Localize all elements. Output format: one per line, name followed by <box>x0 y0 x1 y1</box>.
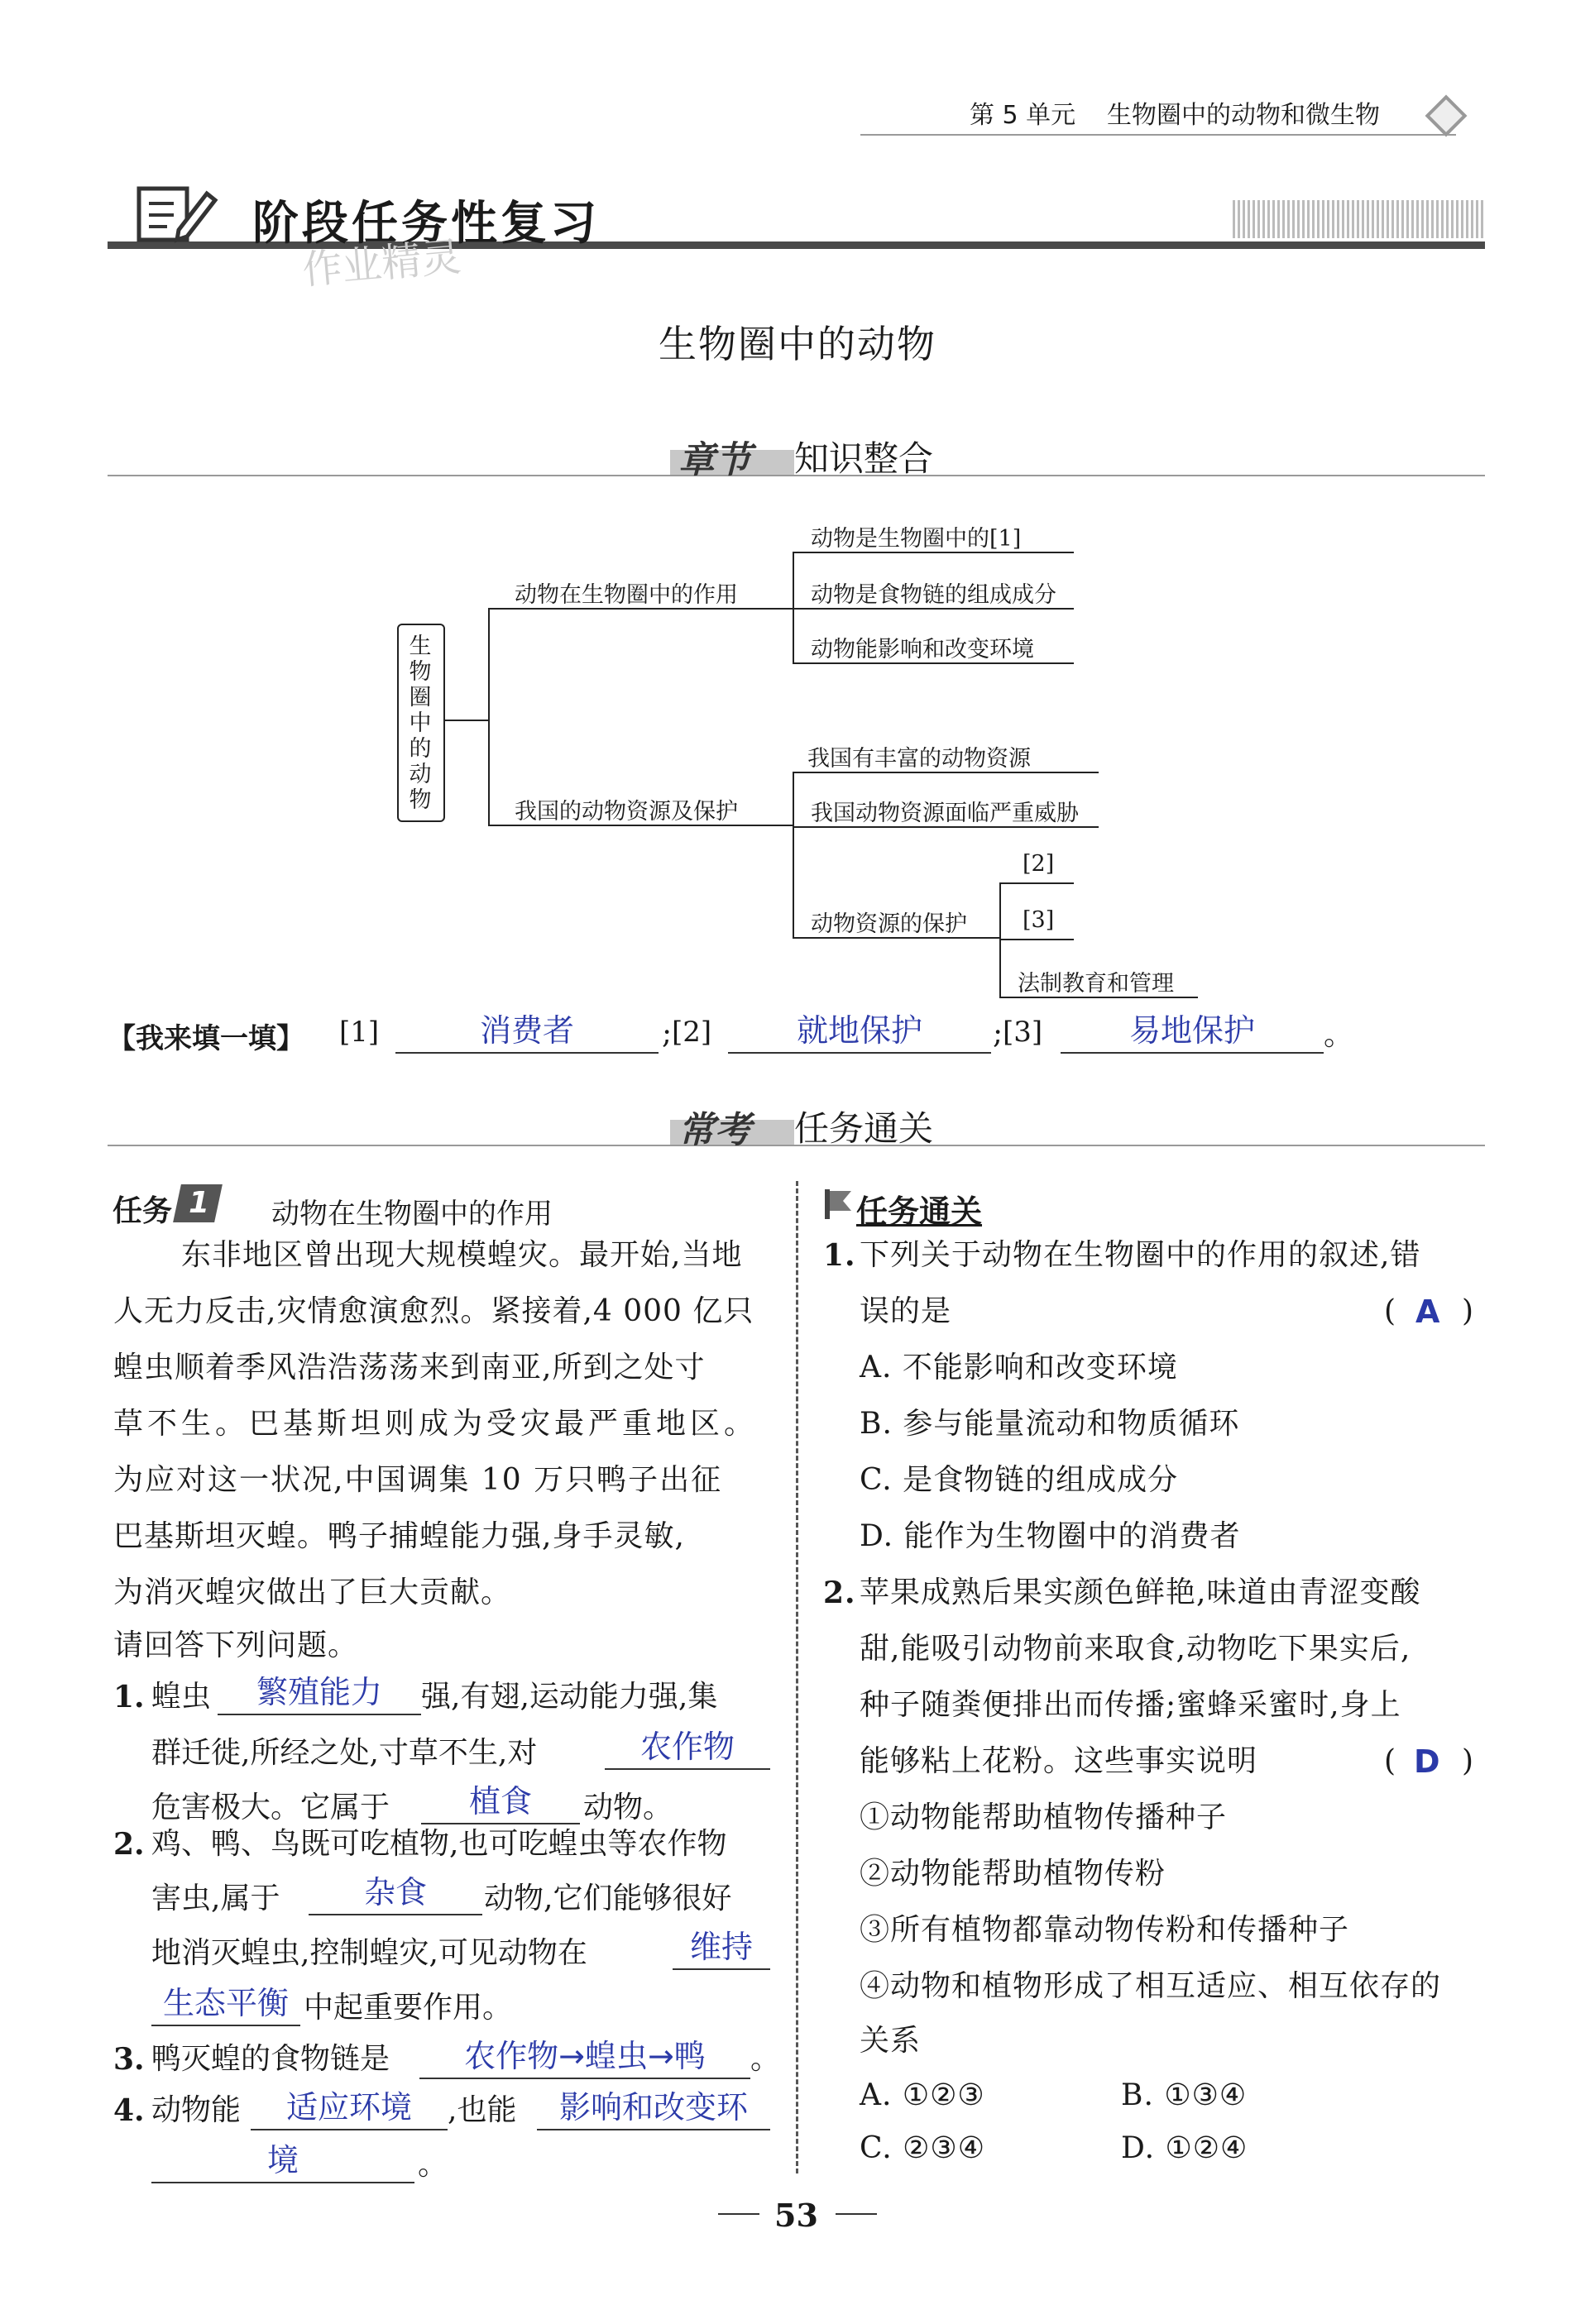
tg-q2-statement: ③所有植物都靠动物传粉和传播种子 <box>860 1913 1350 1947</box>
tree-b1-item-3: 动物能影响和改变环境 <box>811 637 1034 662</box>
concept-tree <box>0 0 1595 1009</box>
tg-q2-option-a[interactable]: A. ①②③ <box>860 2078 985 2112</box>
column-divider <box>796 1181 798 2173</box>
chapter-title: 知识整合 <box>794 438 934 479</box>
task-q3: 3. 鸭灭蝗的食物链是 农作物→蝗虫→鸭 。 <box>113 2035 775 2084</box>
changkao-tag: 常考 <box>678 1109 751 1151</box>
task-q2: 2. 鸡、鸭、鸟既可吃植物,也可吃蝗虫等农作物 害虫,属于 杂食 动物,它们能够很好 地消灭蝗虫,控制蝗灾,可见动物在 维持 生态平衡 中起重要作用。 <box>113 1824 775 2031</box>
q2-blank-1[interactable]: 杂食 <box>309 1871 482 1915</box>
tree-sub-item-1: [2] <box>1023 851 1055 877</box>
tg-q2-statement: ①动物能帮助植物传播种子 <box>860 1800 1228 1834</box>
flag-icon <box>823 1188 853 1221</box>
header-unit-title: 生物圈中的动物和微生物 <box>1107 101 1380 130</box>
tree-root-label: 生物圈中的动物 <box>409 634 432 813</box>
tongguan-header <box>823 1181 1071 1230</box>
tg-q1-bracket-left: ( <box>1384 1294 1397 1328</box>
fill-label: 【我来填一填】 <box>108 1022 304 1055</box>
task-q1: 1. 蝗虫 繁殖能力 强,有翅,运动能力强,集 群迁徙,所经之处,寸草不生,对 农作物 危害极大。它属于 植食 动物。 <box>113 1671 775 1853</box>
changkao-title: 任务通关 <box>794 1108 934 1149</box>
fill-marker-3: [3] <box>1003 1016 1043 1049</box>
task-q4: 4. 动物能 适应环境 ,也能 影响和改变环 境 。 <box>113 2086 775 2192</box>
task-number: 1 <box>189 1186 210 1220</box>
changkao-header <box>108 1097 1485 1151</box>
q2-blank-2[interactable]: 维持 <box>673 1925 770 1970</box>
tree-sub-item-2: [3] <box>1023 907 1055 933</box>
tree-b2-sub: 动物资源的保护 <box>811 911 967 937</box>
fill-marker-2: [2] <box>672 1016 712 1049</box>
q1-blank-1[interactable]: 繁殖能力 <box>218 1671 421 1715</box>
tree-b2-item-2: 我国动物资源面临严重威胁 <box>811 801 1079 826</box>
watermark: 作业精灵 <box>300 233 463 294</box>
tg-q2-statement: ④动物和植物形成了相互适应、相互依存的 <box>860 1969 1442 2003</box>
tg-q2-option-c[interactable]: C. ②③④ <box>860 2131 985 2165</box>
header-unit: 第 5 单元 <box>970 101 1076 130</box>
q4-blank-2[interactable]: 影响和改变环 <box>537 2086 770 2130</box>
tg-q2-answer[interactable]: D <box>1414 1743 1441 1780</box>
task-label: 任务 <box>113 1194 173 1228</box>
tg-q1-bracket-right: ) <box>1462 1294 1475 1328</box>
tree-b2-item-1: 我国有丰富的动物资源 <box>807 746 1031 772</box>
passage-line: 巴基斯坦灭蝗。鸭子捕蝗能力强,身手灵敏, <box>113 1519 685 1553</box>
tree-b1-item-1: 动物是生物圈中的[1] <box>811 526 1022 552</box>
passage-line: 为消灭蝗灾做出了巨大贡献。 <box>113 1576 512 1609</box>
tg-q1: 1. 下列关于动物在生物圈中的作用的叙述,错 误的是 ( A ) A. 不能影响和改变环境 B. 参与能量流动和物质循环 C. 是食物链的组成成分 D. 能作为生物圈中的消费者 <box>823 1238 1475 1553</box>
tg-q2: 2. 苹果成熟后果实颜色鲜艳,味道由青涩变酸 甜,能吸引动物前来取食,动物吃下果实后, 种子随粪便排出而传播;蜜蜂采蜜时,身上 能够粘上花粉。这些事实说明 ( D ) ①动物能帮助植物传播种子 ②动物能帮助植物传粉 ③所有植物都靠动物传粉和传播种子 ④动物和植物形成了相互适应、相互依存的 关系 A. ①②③ B. ①③④ C. ②③④ D. ①②④ <box>823 1576 1475 2165</box>
q1-blank-3[interactable]: 植食 <box>421 1780 580 1824</box>
tg-q2-option-b[interactable]: B. ①③④ <box>1121 2078 1248 2112</box>
q3-blank-1[interactable]: 农作物→蝗虫→鸭 <box>419 2035 750 2079</box>
footer-dash-right <box>836 2213 877 2215</box>
tg-q1-option[interactable]: D. 能作为生物圈中的消费者 <box>860 1519 1241 1553</box>
task-title: 动物在生物圈中的作用 <box>271 1198 553 1231</box>
tree-branch-2: 我国的动物资源及保护 <box>515 799 738 825</box>
tg-q1-option[interactable]: A. 不能影响和改变环境 <box>860 1351 1178 1384</box>
tg-q2-statement: ②动物能帮助植物传粉 <box>860 1857 1166 1891</box>
tg-q1-option[interactable]: C. 是食物链的组成成分 <box>860 1463 1179 1497</box>
tree-sub-item-3: 法制教育和管理 <box>1018 971 1174 997</box>
passage-line: 人无力反击,灾情愈演愈烈。紧接着,4 000 亿只 <box>113 1294 754 1328</box>
tg-q2-option-d[interactable]: D. ①②④ <box>1121 2131 1248 2165</box>
footer-dash-left <box>718 2213 759 2215</box>
chapter-tag: 章节 <box>678 439 751 481</box>
tg-q2-bracket-left: ( <box>1384 1744 1397 1778</box>
q1-blank-2[interactable]: 农作物 <box>605 1725 770 1770</box>
fill-in-row: 【我来填一填】 [1] 消费者 ; [2] 就地保护 ; [3] 易地保护 。 <box>0 1009 1595 1059</box>
tree-b1-item-2: 动物是食物链的组成成分 <box>811 582 1056 608</box>
passage-line: 草不生。巴基斯坦则成为受灾最严重地区。 <box>113 1407 759 1441</box>
task-prompt: 请回答下列问题。 <box>113 1628 359 1662</box>
q4-blank-1[interactable]: 适应环境 <box>251 2086 448 2130</box>
page-footer <box>0 2192 1595 2241</box>
tg-q2-statement: 关系 <box>860 2024 922 2058</box>
page-number: 53 <box>774 2197 818 2234</box>
tg-q2-bracket-right: ) <box>1462 1744 1475 1778</box>
task-header <box>108 1181 769 1231</box>
passage-line: 东非地区曾出现大规模蝗灾。最开始,当地 <box>181 1238 743 1272</box>
tree-branch-1: 动物在生物圈中的作用 <box>515 582 738 608</box>
fill-blank-3[interactable]: 易地保护 <box>1061 1009 1324 1054</box>
tg-q1-answer[interactable]: A <box>1415 1294 1441 1330</box>
fill-marker-1: [1] <box>339 1016 380 1049</box>
tongguan-title: 任务通关 <box>856 1193 983 1230</box>
page-title: 生物圈中的动物 <box>659 322 936 366</box>
fill-blank-1[interactable]: 消费者 <box>395 1009 659 1054</box>
passage-line: 为应对这一状况,中国调集 10 万只鸭子出征 <box>113 1463 723 1497</box>
passage-line: 蝗虫顺着季风浩浩荡荡来到南亚,所到之处寸 <box>113 1351 706 1384</box>
fill-blank-2[interactable]: 就地保护 <box>728 1009 991 1054</box>
q2-blank-3[interactable]: 生态平衡 <box>151 1982 300 2026</box>
section-title: 阶段任务性复习 <box>252 197 600 251</box>
q4-blank-3[interactable]: 境 <box>151 2139 414 2183</box>
tg-q1-option[interactable]: B. 参与能量流动和物质循环 <box>860 1407 1240 1441</box>
